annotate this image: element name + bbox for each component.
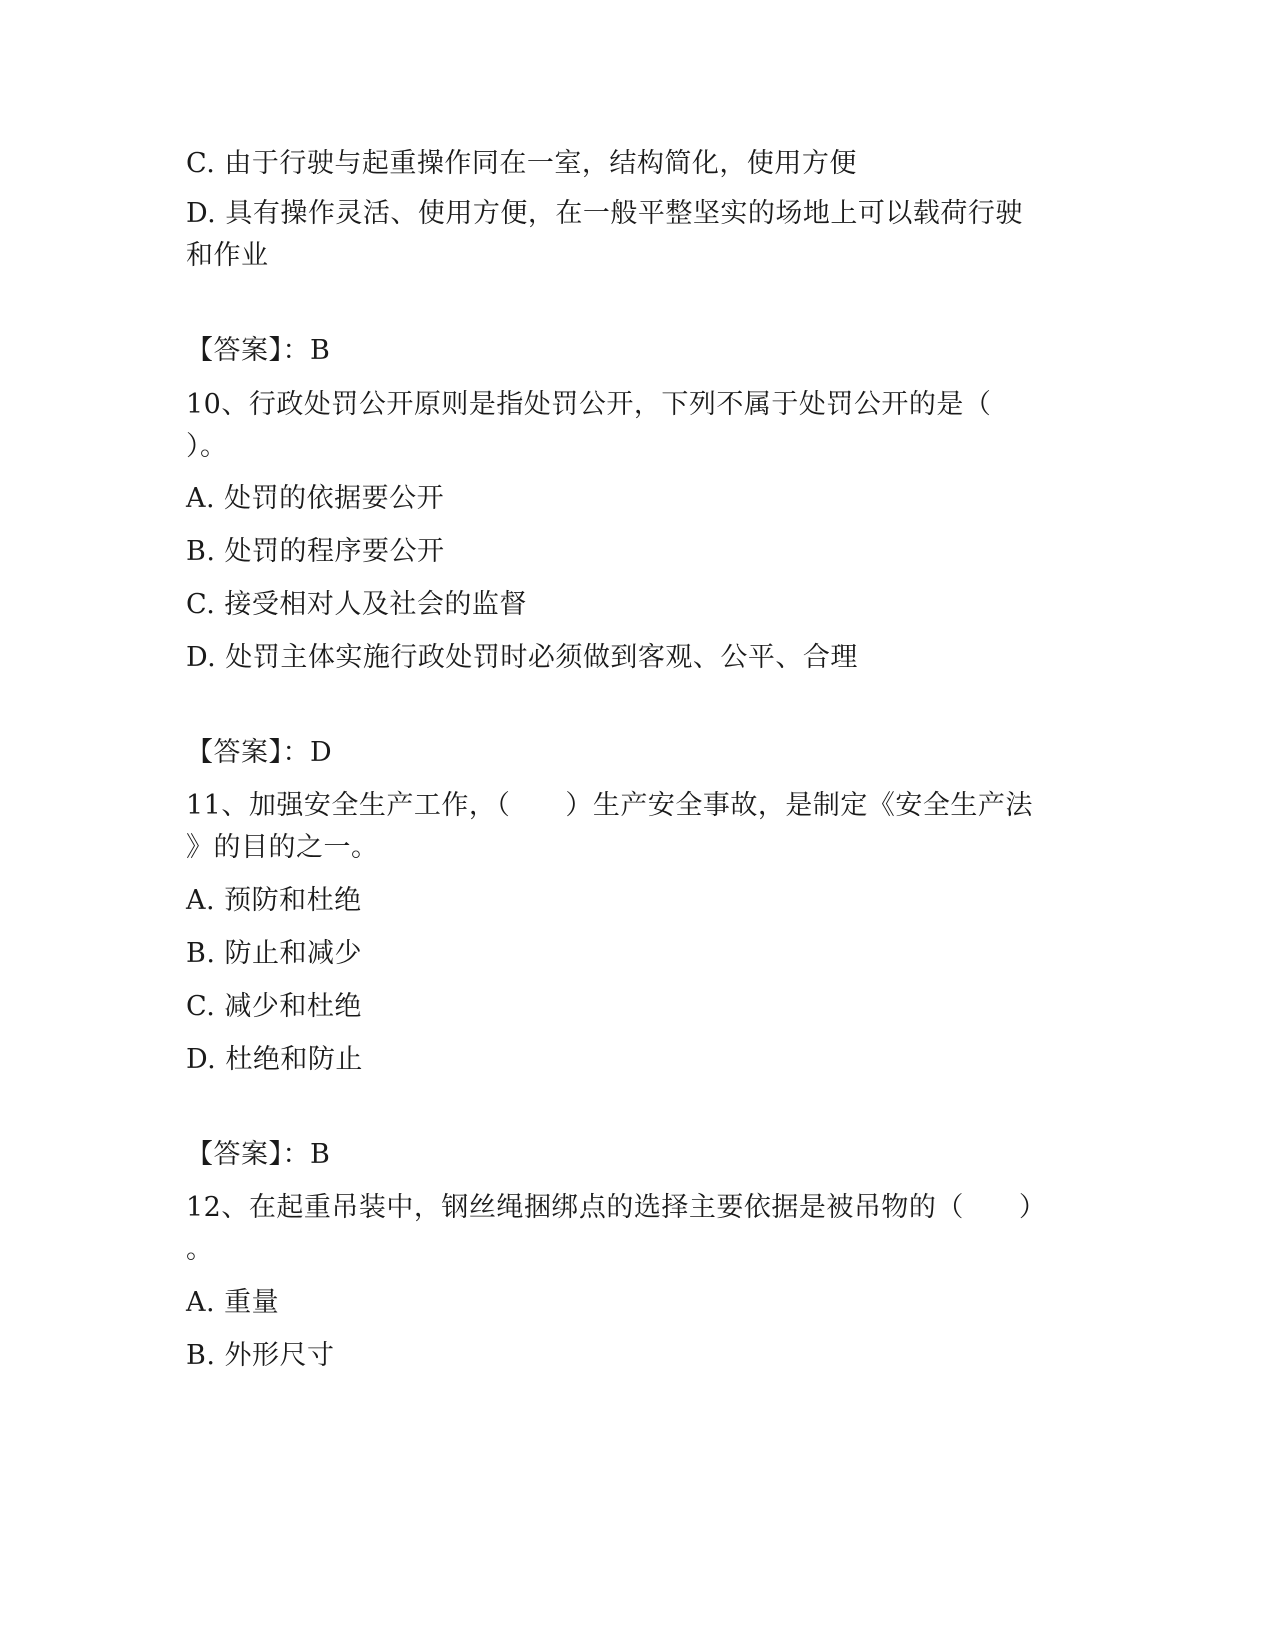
q10-answer: 【答案】：D (186, 737, 333, 768)
q11-option-a: A. 预防和杜绝 (186, 885, 362, 916)
q9-option-c: C. 由于行驶与起重操作同在一室，结构简化，使用方便 (186, 148, 857, 179)
q11-question-continued: 》的目的之一。 (186, 832, 379, 863)
q12-option-b: B. 外形尺寸 (186, 1340, 335, 1371)
q9-answer: 【答案】：B (186, 335, 331, 366)
q12-question-continued: 。 (186, 1234, 214, 1265)
q11-answer: 【答案】：B (186, 1139, 331, 1170)
q11-option-b: B. 防止和减少 (186, 938, 363, 969)
q11-option-d: D. 杜绝和防止 (186, 1044, 363, 1075)
q11-option-c: C. 减少和杜绝 (186, 991, 362, 1022)
q9-option-d: D. 具有操作灵活、使用方便，在一般平整坚实的场地上可以载荷行驶 (186, 198, 1023, 229)
q10-option-b: B. 处罚的程序要公开 (186, 536, 445, 567)
q10-question: 10、行政处罚公开原则是指处罚公开，下列不属于处罚公开的是（ (186, 389, 992, 420)
q12-option-a: A. 重量 (186, 1287, 280, 1318)
q10-option-c: C. 接受相对人及社会的监督 (186, 589, 527, 620)
q9-option-d-continued: 和作业 (186, 240, 269, 271)
q11-question: 11、加强安全生产工作，（ ）生产安全事故，是制定《安全生产法 (186, 790, 1033, 821)
q12-question: 12、在起重吊装中，钢丝绳捆绑点的选择主要依据是被吊物的（ ） (186, 1192, 1047, 1223)
q10-option-a: A. 处罚的依据要公开 (186, 483, 445, 514)
q10-option-d: D. 处罚主体实施行政处罚时必须做到客观、公平、合理 (186, 642, 858, 673)
q10-question-continued: ）。 (186, 431, 228, 462)
